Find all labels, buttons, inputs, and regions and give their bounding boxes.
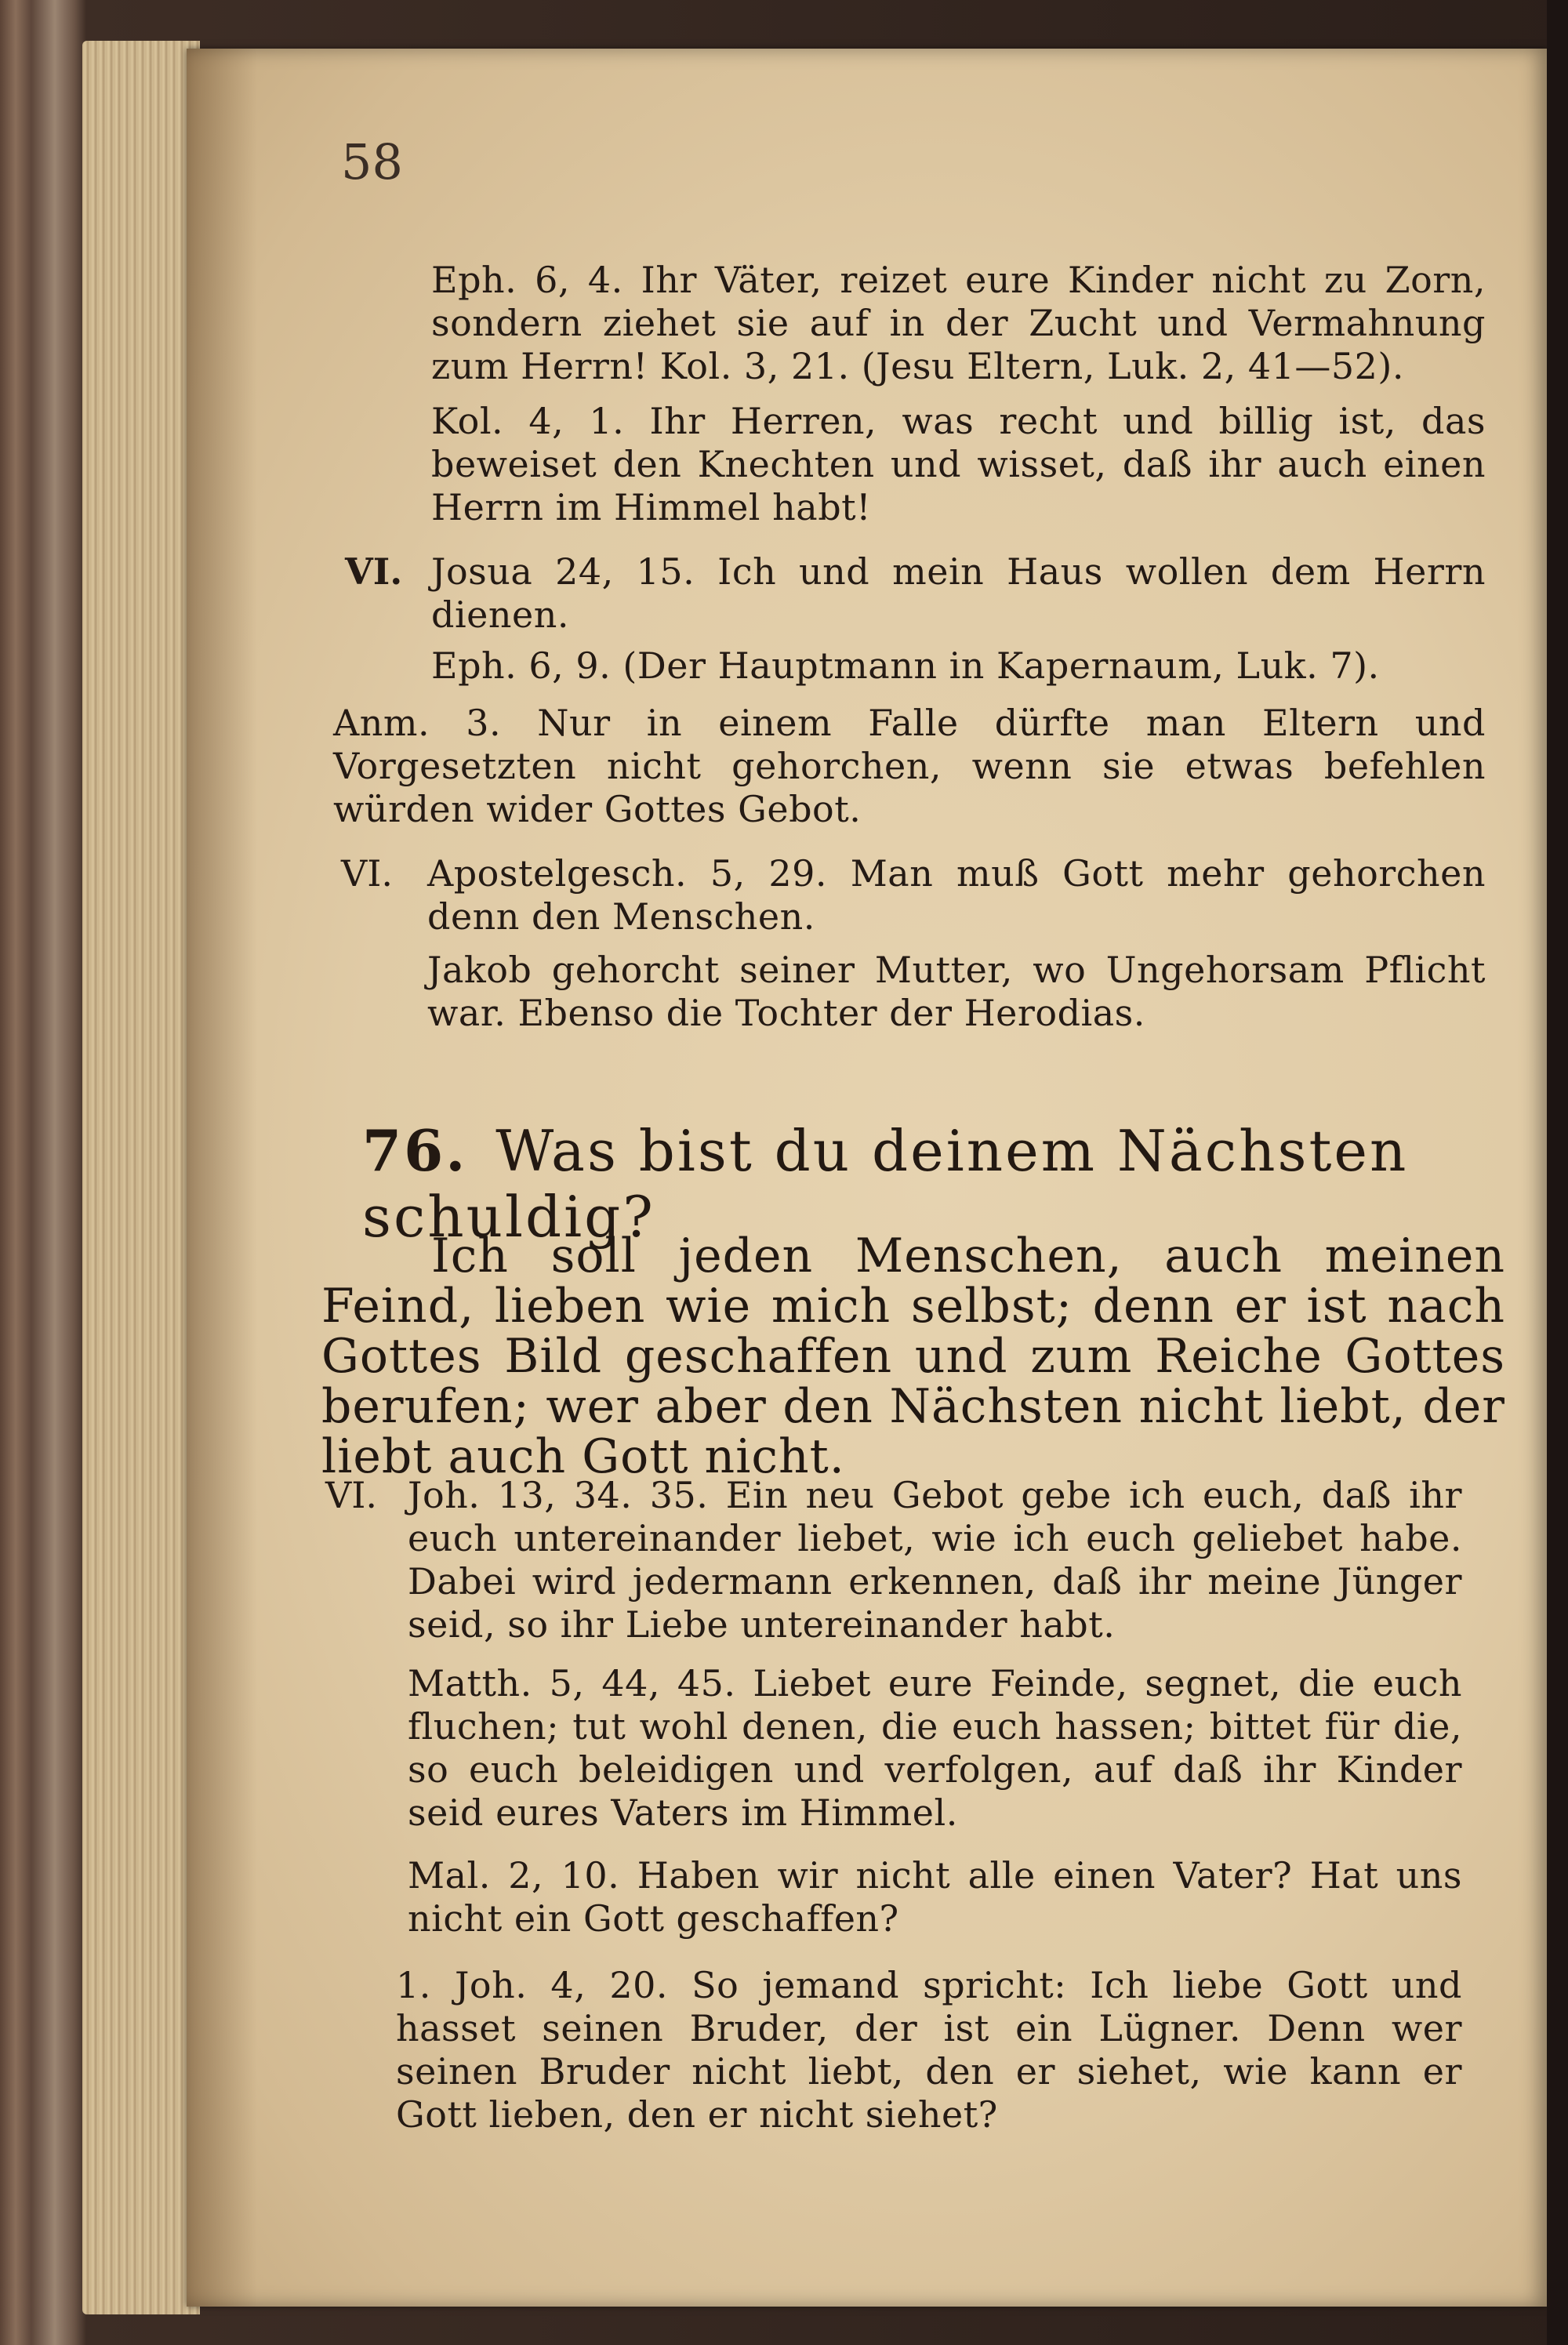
verse-ref: Kol. 4, 1. [431,400,625,442]
verse-text: Ein neu Gebot gebe ich euch, daß ihr euch untereinander liebet, wie ich euch geliebet habe. Dabei wird jedermann erkennen, daß ihr meine Jünger seid, so ihr Liebe untereinander habt. [408,1474,1462,1646]
verse-ref: Josua 24, 15. [431,550,695,593]
verse-text: Ich und mein Haus wollen dem Herrn dienen. [431,550,1486,636]
section-marker-vi: VI. [341,852,394,895]
verse-text: Ihr Herren, was recht und billig ist, das beweiset den Knechten und wisset, daß ihr auch einen Herrn im Himmel habt! [431,400,1486,528]
verse-mal-2-10 [408,1854,1462,1940]
verse-eph-6-4 [431,259,1486,388]
verse-josua-24-15 [431,550,1486,637]
example-text: Jakob gehorcht seiner Mutter, wo Ungehorsam Pflicht war. Ebenso die Tochter der Herodias. [427,949,1486,1034]
example-jakob [427,949,1486,1035]
verse-text: Ihr Väter, reizet eure Kinder nicht zu Zorn, sondern ziehet sie auf in der Zucht und Vermahnung zum Herrn! Kol. 3, 21. (Jesu Eltern, Luk. 2, 41—52). [431,259,1486,387]
verse-ref: Eph. 6, 4. [431,259,623,301]
verse-text: (Der Hauptmann in Kapernaum, Luk. 7). [622,644,1380,687]
verse-ref: Eph. 6, 9. [431,644,612,687]
answer-text: Ich soll jeden Menschen, auch meinen Feind, lieben wie mich selbst; denn er ist nach Gottes Bild geschaffen und zum Reiche Gottes berufen; wer aber den Nächsten nicht liebt, der liebt auch Gott nicht. [321,1229,1505,1484]
answer-block [321,1231,1505,1482]
verse-ref: Mal. 2, 10. [408,1854,620,1897]
verse-ref: Matth. 5, 44, 45. [408,1662,736,1704]
verse-ref: Joh. 13, 34. 35. [408,1474,709,1516]
verse-eph-6-9 [431,644,1486,688]
section-marker-vi: VI. [345,550,403,593]
right-border [1547,0,1568,2345]
verse-kol-4-1 [431,400,1486,529]
verse-apg-5-29 [427,852,1486,938]
verse-text: Man muß Gott mehr gehorchen denn den Menschen. [427,852,1486,938]
spine-shadow [187,49,257,2307]
note-anm-3 [333,702,1486,831]
question-number: 76. [362,1117,468,1184]
verse-1-joh-4-20 [396,1964,1462,2136]
section-marker-vi: VI. [325,1474,378,1516]
verse-matth-5-44 [408,1662,1462,1835]
page-number: 58 [341,133,403,191]
verse-text: So jemand spricht: Ich liebe Gott und hasset seinen Bruder, der ist ein Lügner. Denn wer seinen Bruder nicht liebt, den er siehet, wie kann er Gott lieben, den er nicht siehet? [396,1964,1462,2136]
note-label: Anm. 3. [333,702,502,744]
page-edges [82,41,200,2314]
verse-text: Haben wir nicht alle einen Vater? Hat uns nicht ein Gott geschaffen? [408,1854,1463,1940]
verse-ref: Apostelgesch. 5, 29. [427,852,828,895]
question-text: Was bist du deinem Nächsten schuldig? [362,1118,1409,1250]
verse-joh-13-34 [408,1474,1462,1646]
verse-text: Liebet eure Feinde, segnet, die euch fluchen; tut wohl denen, die euch hassen; bittet für die, so euch beleidigen und verfolgen, auf daß ihr Kinder seid eures Vaters im Himmel. [408,1662,1463,1834]
verse-ref: 1. Joh. 4, 20. [396,1964,669,2006]
note-text: Nur in einem Falle dürfte man Eltern und Vorgesetzten nicht gehorchen, wenn sie etwas befehlen würden wider Gottes Gebot. [333,702,1486,830]
